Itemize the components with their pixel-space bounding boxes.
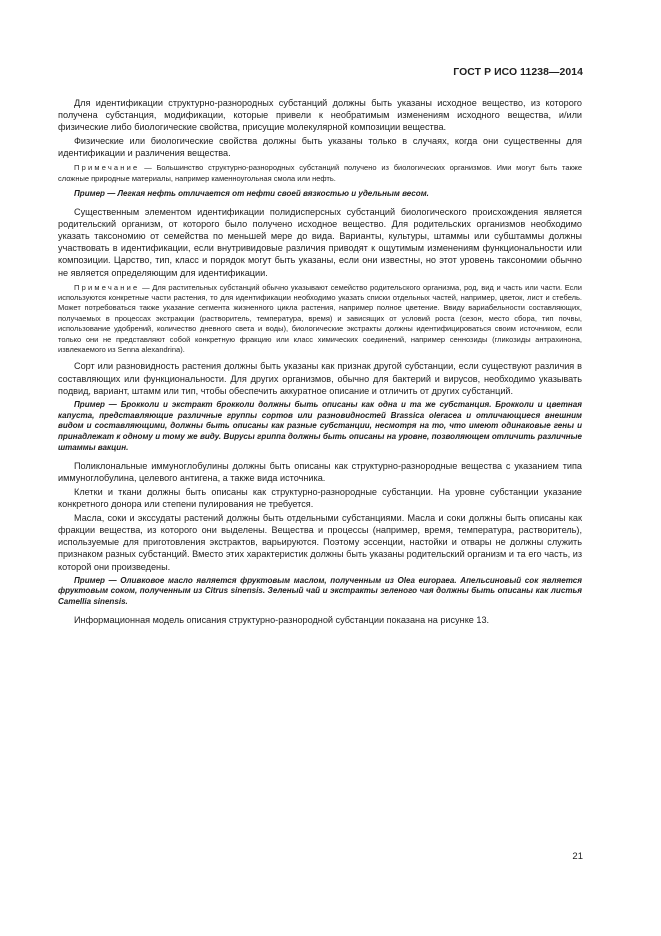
body-paragraph: Поликлональные иммуноглобулины должны быть описаны как структурно-разнородные вещества с указанием типа иммуноглобулина, целевого антигена, а также вида источника. (58, 460, 582, 483)
standard-header: ГОСТ Р ИСО 11238—2014 (453, 67, 583, 78)
example-paragraph: Пример — Легкая нефть отличается от нефти своей вязкостью и удельным весом. (74, 189, 429, 199)
body-paragraph: Физические или биологические свойства должны быть указаны только в случаях, когда они существенны для идентификации и различения вещества. (58, 136, 582, 159)
body-paragraph: Для идентификации структурно-разнородных субстанций должны быть указаны исходное вещество, из которого получена субстанция, модификации, которые привели к необратимым изменениям исходного вещества, и/или физические либо биологические свойства, присущие молекулярной композиции вещества. (58, 98, 582, 133)
note-paragraph (58, 283, 582, 356)
note-label: Примечание (74, 163, 140, 173)
page-number: 21 (572, 851, 583, 862)
note-text: — Для растительных субстанций обычно указывают семейство родительского организма, род, вид и часть или части. Если используются конкретные части растения, то для идентификации необходимо указать списки отдельных частей, например, цветок, лист и стебель. Может потребоваться также указание сегмента жизненного цикла растения, например полное цветение. Ввиду вариабельности составляющих, получаемых в процессах экстракции (растворитель, температура, время) и зависящих от условий роста (сезон, место сбора, тип почвы, использование удобрений, количество дневного света и воды), биологические экстракты должны идентифицироваться своим источником, если только они не представляют собой конкретную фракцию или класс химических соединений, например сеннозиды (гликозиды антрахинона, извлекаемого из Senna alexandrina). (58, 282, 582, 355)
body-paragraph: Информационная модель описания структурно-разнородной субстанции показана на рисунке 13. (74, 614, 490, 625)
body-paragraph: Существенным элементом идентификации полидисперсных субстанций биологического происхождения является родительский организм, от которого было получено исходное вещество. Для родительских организмов необходимо указать таксономию от семейства по меньшей мере до вида. Варианты, культуры, штаммы или субштаммы должны участвовать в идентификации, если внутривидовые различия приводят к ощутимым изменениям функциональности или композиции. Царство, тип, класс и порядок могут быть указаны, если они известны, но этот уровень таксономии обычно не является определяющим для идентификации. (58, 207, 582, 278)
page-content (58, 97, 582, 628)
body-paragraph: Масла, соки и экссудаты растений должны быть отдельными субстанциями. Масла и соки должны быть описаны как фракции вещества, из которого они выделены. Вещества и процессы (например, время, температура, растворитель), используемые для приготовления экстрактов, варьируются. Поэтому эссенции, настойки и отвары не должны служить признаком разных субстанций. Вместо этих характеристик должны быть указаны родительский организм и та его часть, из которой они произведены. (58, 513, 582, 572)
example-paragraph: Пример — Брокколи и экстракт брокколи должны быть описаны как одна и та же субстанция. Брокколи и цветная капуста, представляющие различные группы сортов или разновидностей Brassica oleracea и отличающиеся внешним видом и составляющими, должны быть описаны как разные субстанции, несмотря на то, что имеют одинаковые гены и принадлежат к одному и тому же виду. Вирусы гриппа должны быть описаны на уровне, позволяющем отличить различные штаммы вакцин. (58, 399, 582, 452)
note-text: — Большинство структурно-разнородных субстанций получено из биологических организмов. Ими могут быть также сложные природные материалы, например каменноугольная смола или нефть. (58, 163, 582, 183)
body-paragraph: Сорт или разновидность растения должны быть указаны как признак другой субстанции, если существуют различия в составляющих или функциональности. Для других организмов, обычно для бактерий и вирусов, необходимо указывать подвид, вариант, штамм или тип, чтобы обеспечить аккуратное описание и отличить от других субстанций. (58, 361, 582, 396)
example-paragraph: Пример — Оливковое масло является фруктовым маслом, полученным из Olea europaea. Апельсиновый сок является фруктовым соком, полученным из Citrus sinensis. Зеленый чай и экстракты зеленого чая должны быть описаны как листья Camellia sinensis. (58, 575, 582, 607)
note-label: Примечание (74, 282, 140, 292)
body-paragraph: Клетки и ткани должны быть описаны как структурно-разнородные субстанции. На уровне субстанции указание конкретного донора или степени пулирования не требуется. (58, 486, 582, 510)
note-paragraph (58, 163, 582, 184)
